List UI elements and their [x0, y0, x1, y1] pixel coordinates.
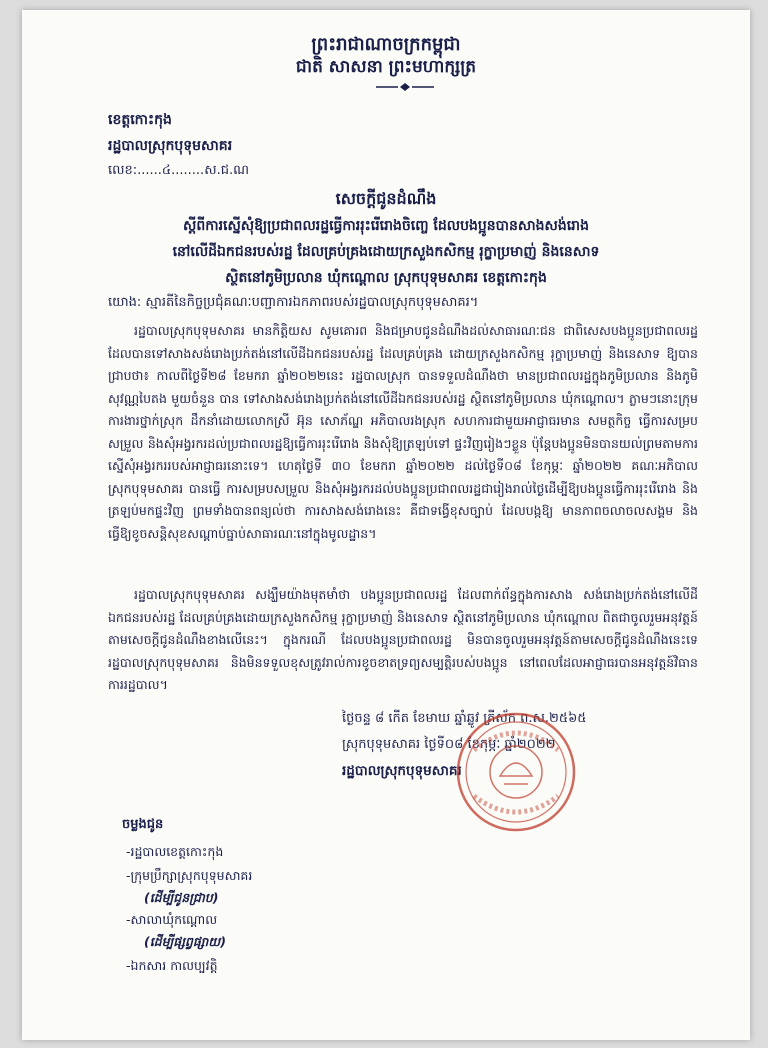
reference-line: យោង: ស្មារតីនៃកិច្ចប្រជុំគណៈបញ្ជាការឯកភាពរបស់រដ្ឋបាលស្រុកបុទុមសាគរ។ [108, 295, 479, 310]
official-seal-icon [454, 710, 578, 834]
kingdom-heading: ព្រះរាជាណាចក្រកម្ពុជា [311, 34, 461, 55]
district-admin-name: រដ្ឋបាលស្រុកបុទុមសាគរ [108, 138, 233, 154]
copy-to-title: ចម្លងជូន [122, 817, 164, 832]
notice-title: សេចក្ដីជូនដំណឹង [335, 189, 437, 208]
motto-heading: ជាតិ សាសនា ព្រះមហាក្សត្រ [295, 57, 477, 77]
ornament-divider-icon [374, 82, 436, 92]
signatory-title: រដ្ឋបាលស្រុកបុទុមសាគរ [342, 763, 462, 779]
document-page [22, 10, 750, 1040]
notice-subject-line-1: ស្ដីពីការស្នើសុំឱ្យប្រជាពលរដ្ឋធ្វើការរុះរើរោងចិញ្ចេ ដែលបងប្អូនបានសាងសង់រោង [183, 218, 589, 234]
notice-subject-line-2: នៅលើដីឯកជនរបស់រដ្ឋ ដែលគ្រប់គ្រងដោយក្រសួងកសិកម្ម រុក្ខាប្រមាញ់ និងនេសាទ [172, 244, 600, 260]
lunar-date: ថ្ងៃចន្ទ ៨ កើត ខែមាឃ ឆ្នាំឆ្លូវ ត្រីស័ក ព.ស.២៥៦៥ [342, 711, 587, 726]
cc-note: (ដើម្បីផ្សព្វផ្សាយ) [144, 934, 226, 949]
cc-item: -ក្រុមប្រឹក្សាស្រុកបុទុមសាគរ [126, 868, 253, 883]
cc-item: -ឯកសារ កាលប្បវត្តិ [126, 958, 218, 973]
reference-number: លេខ:......៤........ស.ជ.ណ [108, 163, 249, 178]
notice-subject-line-3: ស្ថិតនៅភូមិប្រលាន ឃុំកណ្ដោល ស្រុកបុទុមសាគរ ខេត្តកោះកុង [225, 270, 547, 286]
solar-date: ស្រុកបុទុមសាគរ ថ្ងៃទី០៨ ខែកុម្ភៈ ឆ្នាំ២០២២ [342, 737, 556, 752]
cc-note: (ដើម្បីជូនជ្រាប) [144, 890, 219, 905]
cc-item: -រដ្ឋបាលខេត្តកោះកុង [126, 844, 224, 859]
body-paragraph-1: រដ្ឋបាលស្រុកបុទុមសាគរ មានកិត្តិយស សូមគោរព និងជម្រាបជូនដំណឹងដល់សាធារណៈជន ជាពិសេសបងប្អូនប្រជាពលរដ្ឋដែលបានទៅសាងសង់រោងប្រក់តង់នៅលើដីឯកជនរបស់រដ្ឋ ដែលគ្រប់គ្រង ដោយក្រសួងកសិកម្ម រុក្ខាប្រមាញ់ និងនេសាទ ឱ្យបានជ្រាបថា៖ កាលពីថ្ងៃទី២៨ ខែមករា ឆ្នាំ២០២២នេះ រដ្ឋបាលស្រុក បានទទួលដំណឹងថា មានប្រជាពលរដ្ឋក្នុងភូមិប្រលាន និងភូមិសុវណ្ណបៃតង មួយចំនួន បាន ទៅសាងសង់រោងប្រក់តង់នៅលើដីឯកជនរបស់រដ្ឋ ស្ថិតនៅភូមិប្រលាន ឃុំកណ្ដោល។ ភ្លាមៗនោះក្រុម ការងារថ្នាក់ស្រុក ដឹកនាំដោយលោកស្រី អ៊ុន សោភ័ណ្ឌ អភិបាលរងស្រុក សហការជាមួយអាជ្ញាធរមាន សមត្ថកិច្ច ធ្វើការសម្របសម្រួល និងសុំអង្វរករដល់ប្រជាពលរដ្ឋឱ្យធ្វើការរុះរើរោង និងសុំឱ្យត្រឡប់ទៅ ផ្ទះវិញរៀងៗខ្លួន ប៉ុន្តែបងប្អូនមិនបានយល់ព្រមតាមការស្នើសុំអង្វរកររបស់អាជ្ញាធរនោះទេ។ ហេតុថ្ងៃទី ៣០ ខែមករា ឆ្នាំ២០២២ ដល់ថ្ងៃទី០៨ ខែកុម្ភៈ ឆ្នាំ២០២២ គណៈអភិបាលស្រុកបុទុមសាគរ បានធ្វើ ការសម្របសម្រួល និងសុំអង្វរករដល់បងប្អូនប្រជាពលរដ្ឋជារៀងរាល់ថ្ងៃដើម្បីឱ្យបងប្អូនធ្វើការរុះរើរោង និងត្រឡប់មកផ្ទះវិញ ព្រមទាំងបានពន្យល់ថា ការសាងសង់រោងនេះ គឺជាទង្វើខុសច្បាប់ ដែលបង្កឱ្យ មានភាពចលាចលសង្គម និងធ្វើឱ្យខូចសន្តិសុខសណ្ដាប់ធ្នាប់សាធារណៈនៅក្នុងមូលដ្ឋាន។ [108, 323, 698, 541]
body-paragraph-2: រដ្ឋបាលស្រុកបុទុមសាគរ សង្ឃឹមយ៉ាងមុតមាំថា បងប្អូនប្រជាពលរដ្ឋ ដែលពាក់ព័ន្ធក្នុងការសាង សង់រោងប្រក់តង់នៅលើដីឯកជនរបស់រដ្ឋ ដែលគ្រប់គ្រងដោយក្រសួងកសិកម្ម រុក្ខាប្រមាញ់ និងនេសាទ ស្ថិតនៅភូមិប្រលាន ឃុំកណ្ដោល ពិតជាចូលរួមអនុវត្តន៍តាមសេចក្ដីជូនដំណឹងខាងលើនេះ។ ក្នុងករណី ដែលបងប្អូនប្រជាពលរដ្ឋ មិនបានចូលរួមអនុវត្តន៍តាមសេចក្ដីជូនដំណឹងនេះទេ រដ្ឋបាលស្រុកបុទុមសាគរ និងមិនទទួលខុសត្រូវរាល់ការខូចខាតទ្រព្យសម្បត្តិរបស់បងប្អូន នៅពេលដែលអាជ្ញាធរបានអនុវត្តន៍វិធាន ការរដ្ឋបាល។ [108, 587, 698, 692]
province-name: ខេត្តកោះកុង [108, 112, 172, 128]
cc-item: -សាលាឃុំកណ្ដោល [126, 912, 218, 927]
